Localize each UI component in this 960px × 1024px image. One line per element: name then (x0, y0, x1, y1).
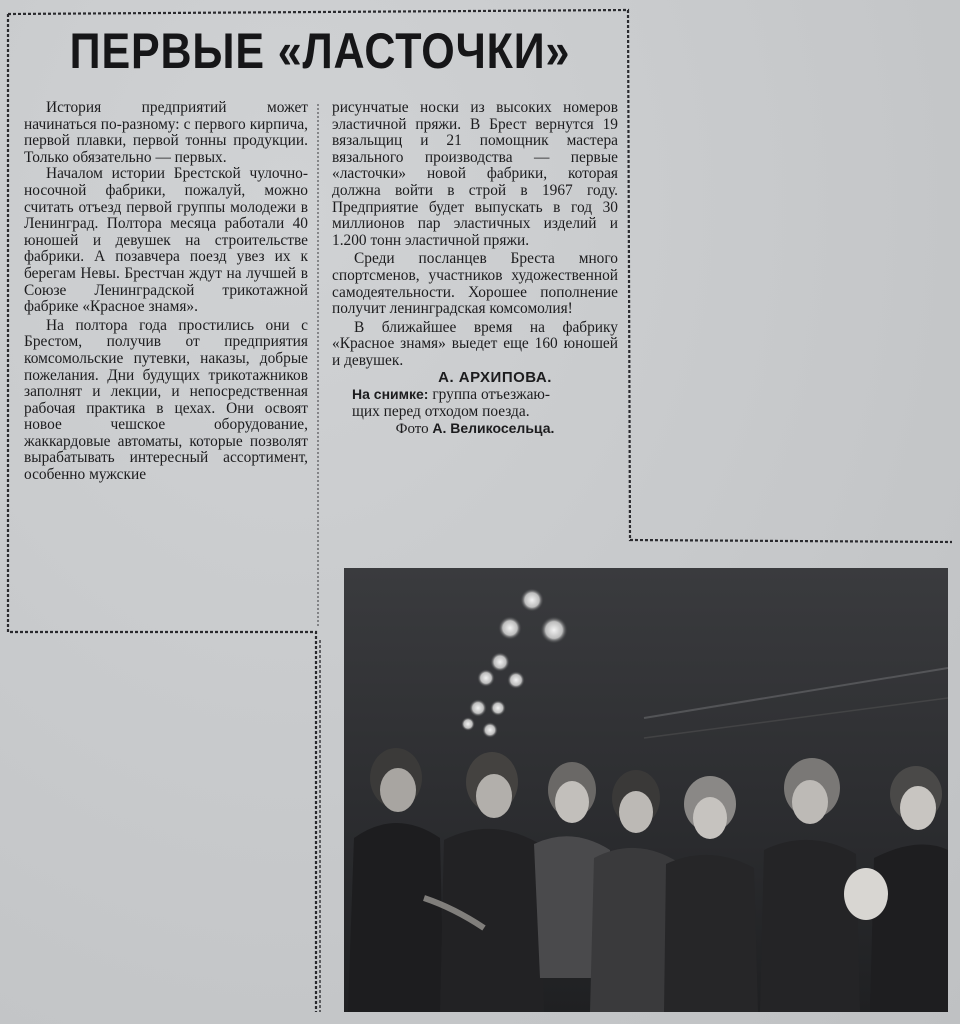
photo-caption (332, 386, 618, 420)
article-column-left (24, 100, 308, 484)
group-photo-illustration (344, 568, 948, 1012)
author-signature: А. АРХИПОВА. (438, 368, 552, 386)
bleed-through-text (620, 500, 960, 554)
caption-text-continued: щих перед отходом поезда. (352, 402, 530, 420)
photo-credit-prefix: Фото (395, 421, 429, 438)
article-paragraph: рисунчатые носки из высоких номеров эластичной пряжи. В Брест вернутся 19 вязальщиц и 21 помощник мастера вязального производства — первые «ласточки» новой фабрики, которая должна войти в строй в 1967 году. Предприятие будет выпускать в год 30 миллионов пар эластичных изделий и 1.200 тонн эластичной пряжи. (332, 99, 618, 249)
article-paragraph: В ближайшее время на фабрику «Красное знамя» выедет еще 160 юношей и девушек. (332, 318, 618, 369)
article-paragraph: Началом истории Брестской чулочно-носочной фабрики, пожалуй, можно считать отъезд первой группы молодежи в Ленинград. Полтора месяца работали 40 юношей и девушек на строительстве фабрики. А позавчера поезд увез их к берегам Невы. Брестчан ждут на лучшей в Союзе Ленинградской трикотажной фабрике «Красное знамя». (24, 165, 308, 316)
article-paragraph: На полтора года простились они с Брестом, получив от предприятия комсомольские путевки, наказы, добрые пожелания. Дни будущих трикотажников заполнят и лекции, и непосредственная рабочая практика в цехах. Они освоят новое чешское оборудование, жаккардовые автоматы, которые позволят вырабатывать интересный ассортимент, особенно мужские (24, 316, 308, 484)
article-headline: ПЕРВЫЕ «ЛАСТОЧКИ» (69, 23, 571, 79)
photo-credit (332, 420, 618, 438)
news-photo (344, 568, 948, 1012)
caption-text: группа отъезжаю- (432, 386, 551, 404)
article-column-right (332, 100, 618, 438)
article-paragraph: История предприятий может начинаться по-разному: с первого кирпича, первой плавки, первой тонны продукции. Только обязательно — первых. (24, 99, 308, 166)
caption-label: На снимке: (352, 386, 429, 403)
photo-credit-name: А. Великосельца. (432, 420, 555, 437)
article-paragraph: Среди посланцев Бреста много спортсменов, участников художественной самодеятельности. Хорошее пополнение получит ленинградская комсомолия! (332, 250, 618, 318)
